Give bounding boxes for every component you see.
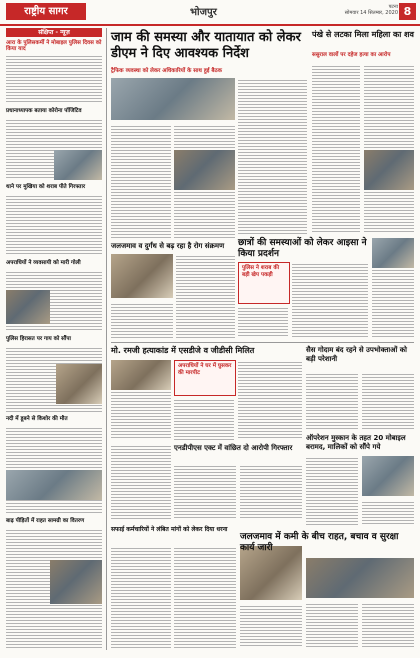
section-label: संक्षिप्त - न्यूज़ <box>6 28 102 37</box>
lower-headline-b: सफाई कर्मचारियों ने लंबित मांगों को लेकर दिया धरना <box>111 526 228 533</box>
right-top-headline: पंखे से लटका मिला महिला का शव <box>312 30 414 39</box>
right-top-photo <box>364 150 414 190</box>
edition-title: भोजपुर <box>190 7 217 18</box>
row2-box-title: अपराधियों ने घर में घुसकर की मारपीट <box>178 363 232 376</box>
lead-subheadline: जलजमाव व दुर्गंध से बढ़ रहा है रोग संक्रमण <box>111 242 225 250</box>
lower-photo-3 <box>306 558 414 598</box>
section-divider <box>111 342 414 343</box>
mid-box <box>238 262 290 304</box>
row2-headline-left: मो. रमजी हत्याकांड में एसडीजे व जीडीसी मिलित <box>111 346 255 355</box>
lower-headline-a: ऑपरेशन मुस्कान के तहत 20 मोबाइल बरामद, मालिकों को सौंपे गये <box>306 434 406 451</box>
lead-article-col-1 <box>111 124 171 238</box>
row2-col-7 <box>174 464 236 520</box>
lower-col-3 <box>111 546 171 648</box>
lower-photo-1 <box>362 456 414 496</box>
row2-headline-right: सैस गोदाम बंद रहने से उपभोक्ताओं को बड़ी परेशानी <box>306 346 407 363</box>
lower-col-2 <box>362 500 414 526</box>
row2-col-2 <box>174 398 234 440</box>
page-number: 8 <box>399 3 416 20</box>
left-photo-3 <box>56 364 102 404</box>
right-top-col-1 <box>312 64 360 234</box>
left-photo-1 <box>54 150 102 180</box>
lower-photo-2 <box>240 546 302 600</box>
left-headline-7: बाढ़ पीड़ितों में राहत सामग्री का वितरण <box>6 518 85 524</box>
lower-headline-c: जलजमाव में कमी के बीच राहत, बचाव व सुरक्षा कार्य जारी <box>240 532 399 553</box>
left-headline-3: थाने पर मुखिया को शराब पीते गिरफ्तार <box>6 184 86 190</box>
left-photo-2 <box>6 290 50 324</box>
row2-subheadline: एनडीपीएस एक्ट में वांछित दो आरोपी गिरफ्तार <box>174 444 293 452</box>
lead-article-col-5 <box>111 302 173 338</box>
mid-box-title: पुलिस ने शराब की बड़ी खेप पकड़ी <box>242 265 279 278</box>
left-headline-4: अपराधियों ने व्यवसायी को मारी गोली <box>6 260 81 266</box>
left-headline-5: पुलिस हिरासत पर गाय को सौंपा <box>6 336 71 342</box>
lead-photo-2 <box>174 150 235 190</box>
lower-col-5 <box>240 604 302 648</box>
row2-col-6 <box>111 444 171 520</box>
masthead <box>0 0 420 26</box>
dateline-city: पटना <box>388 4 398 10</box>
lower-col-6 <box>306 602 358 648</box>
dateline <box>322 4 398 16</box>
lower-col-7 <box>362 602 414 648</box>
left-article-3 <box>6 194 102 256</box>
right-top-sub: ससुराल वालों पर दहेज हत्या का आरोप <box>312 52 391 58</box>
mid-headline: छात्रों की समस्याओं को लेकर आइसा ने किया प्रदर्शन <box>238 238 367 259</box>
lead-headline: जाम की समस्या और यातायात को लेकर डीएम ने दिए आवश्यक निर्देश <box>111 30 301 61</box>
mid-article-col-1 <box>238 306 288 338</box>
lead-strap: ट्रैफिक व्यवस्था को लेकर अधिकारियों के साथ हुई बैठक <box>111 68 222 74</box>
right-top-col-2 <box>364 64 414 234</box>
dateline-date: सोमवार 14 सितम्बर, 2020 <box>344 10 398 16</box>
left-headline-1: आरा के पुलिसकर्मी ने मोबाइल पुलिस दिवस को किया याद <box>6 40 102 53</box>
row2-col-4 <box>306 372 358 430</box>
left-photo-5 <box>50 560 102 604</box>
lead-article-col-3 <box>238 78 307 234</box>
row2-photo-1 <box>111 360 171 390</box>
row2-col-8 <box>240 464 302 520</box>
lower-col-1 <box>306 456 358 526</box>
left-photo-4 <box>6 470 102 500</box>
row2-box <box>174 360 236 396</box>
lead-article-col-4 <box>176 254 235 338</box>
lead-photo-3 <box>111 254 173 298</box>
lower-col-4 <box>174 546 236 648</box>
lead-photo-1 <box>111 78 235 120</box>
row2-col-3 <box>238 360 302 440</box>
left-headline-6: नदी में डूबने से किशोर की मौत <box>6 416 68 422</box>
left-headline-2: प्रधानाध्यापक बताया कोरोना पॉजिटिव <box>6 108 82 114</box>
column-rule <box>106 28 107 650</box>
mid-article-col-2 <box>292 262 368 338</box>
row2-col-5 <box>362 372 414 430</box>
newspaper-logo: राष्ट्रीय सागर <box>6 3 86 20</box>
left-article-1 <box>6 54 102 104</box>
right-mid-photo <box>372 238 414 268</box>
